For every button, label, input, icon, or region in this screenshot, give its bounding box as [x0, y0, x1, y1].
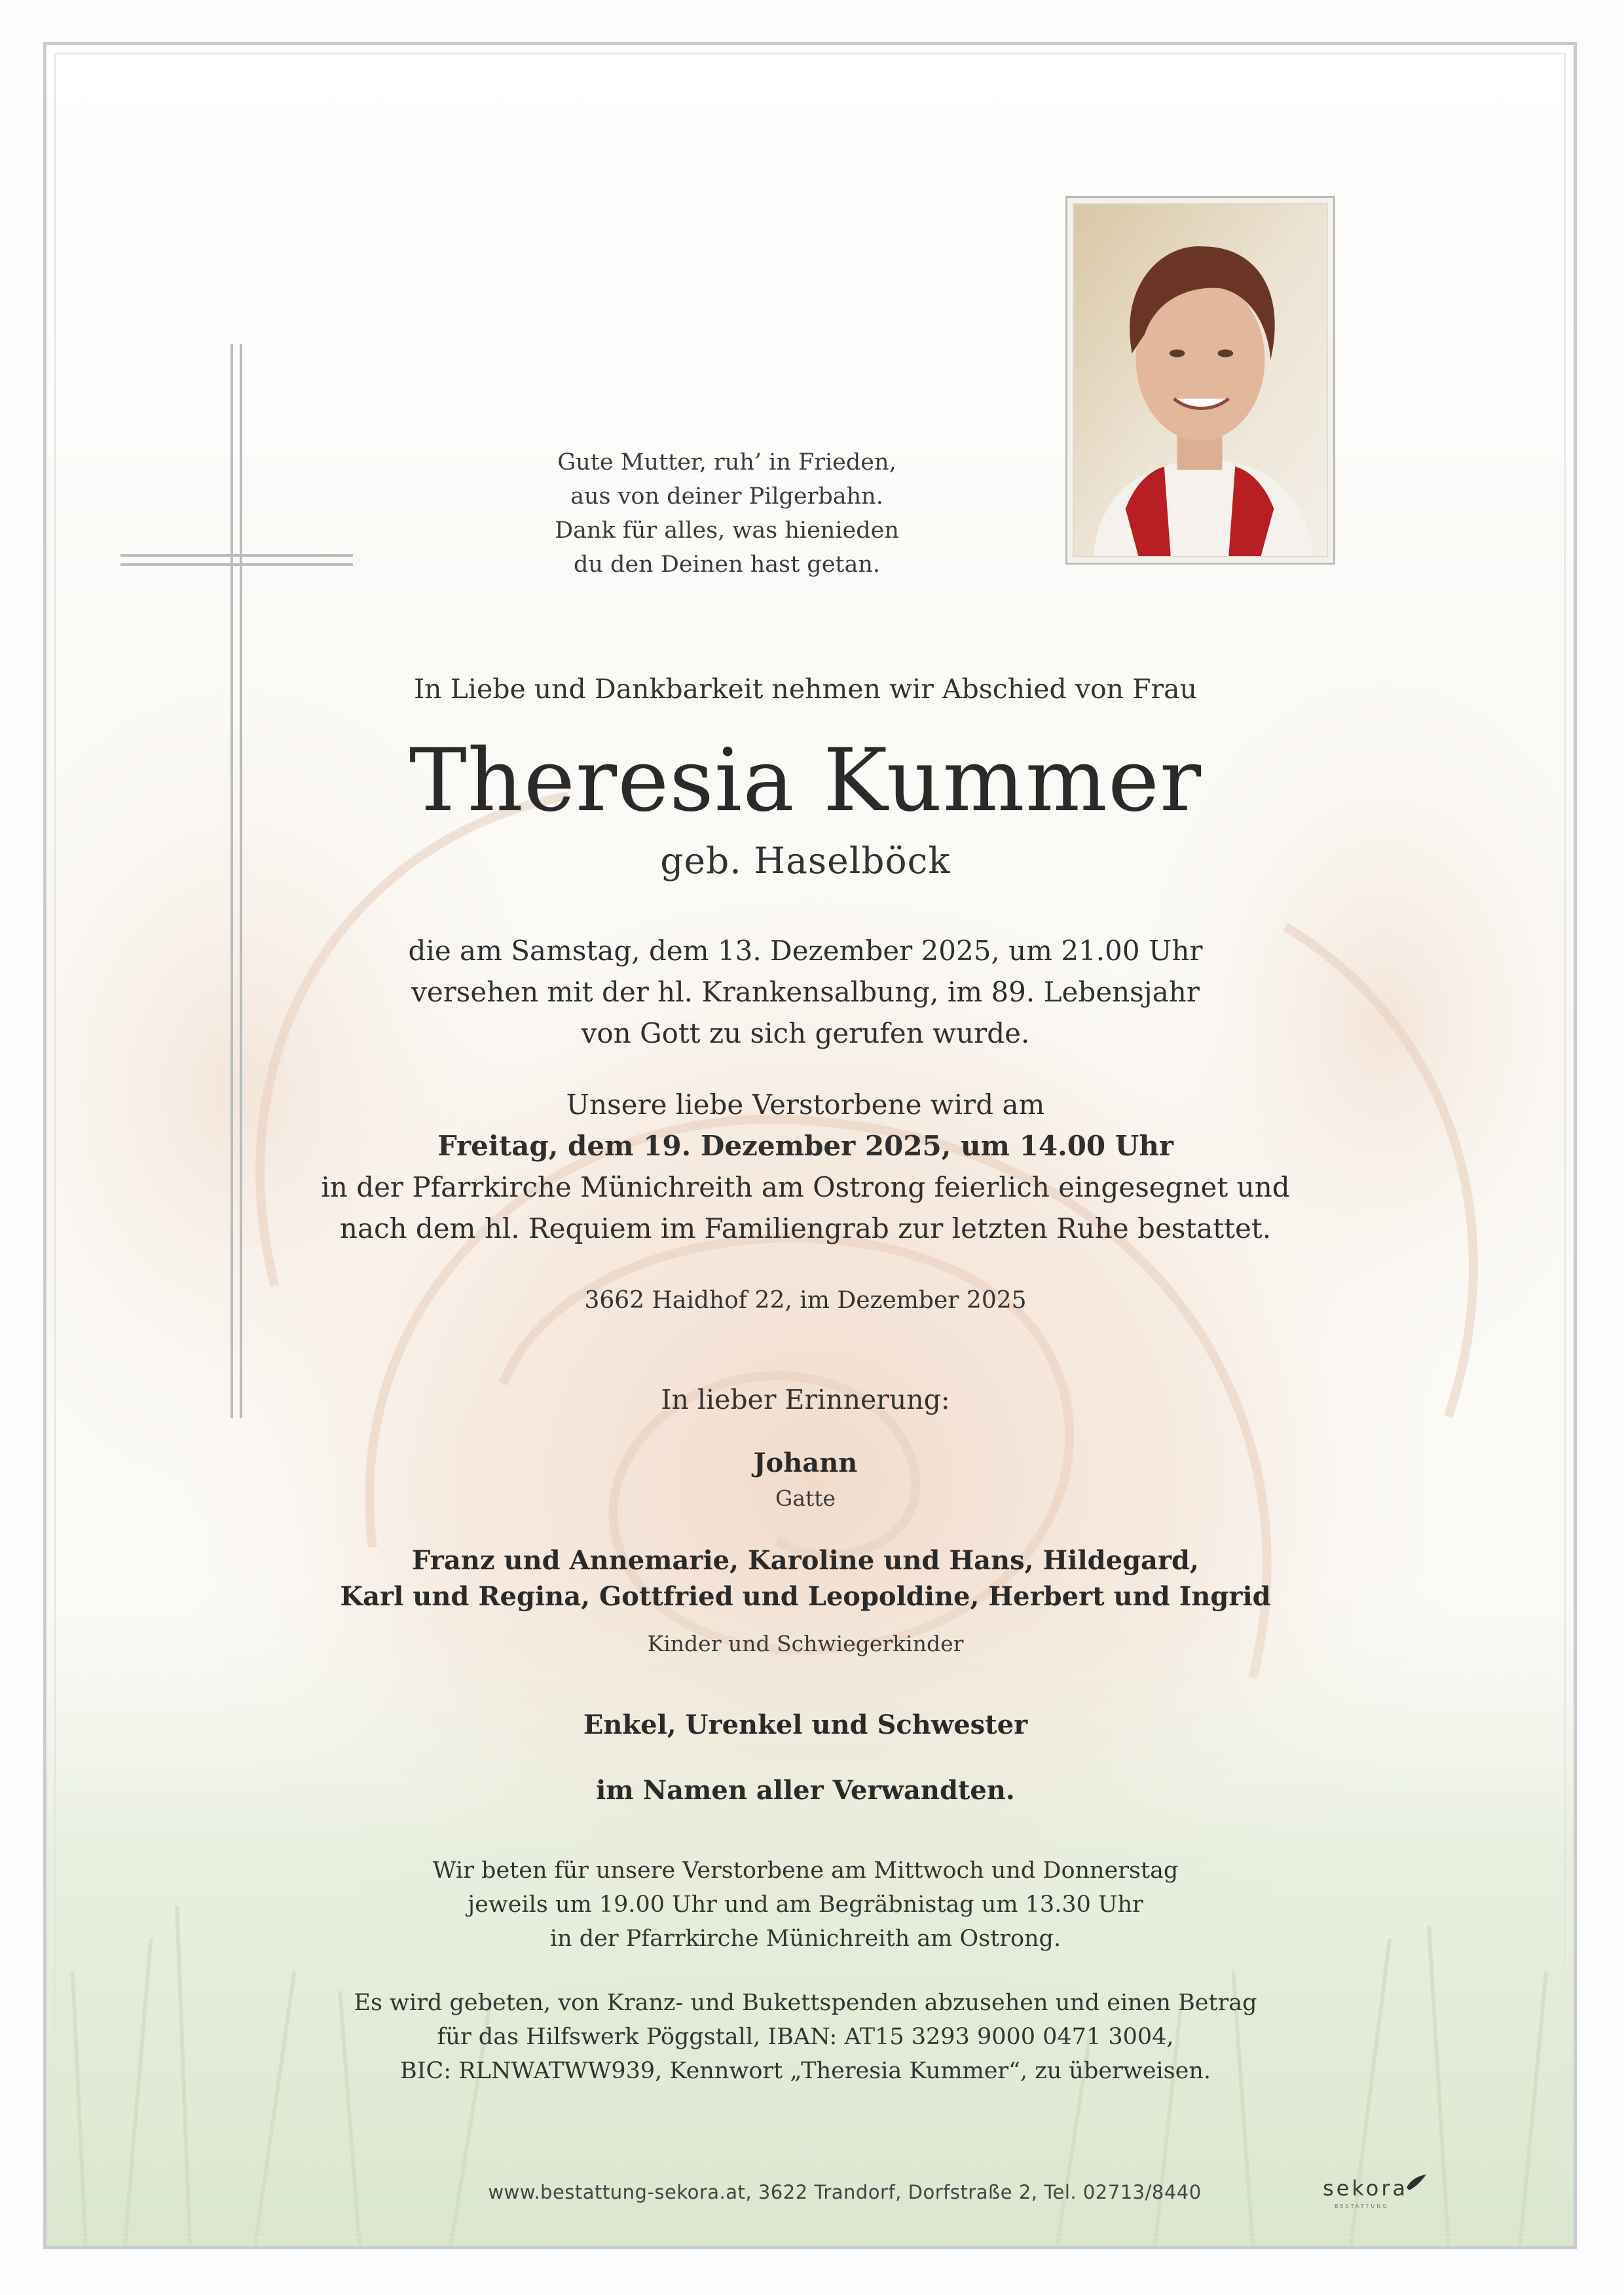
- prayer-line: Wir beten für unsere Verstorbene am Mittwoch und Donnerstag: [432, 1857, 1179, 1884]
- children-names: [262, 1542, 1349, 1614]
- poem-line: aus von deiner Pilgerbahn.: [570, 483, 883, 510]
- portrait-image: [1074, 204, 1327, 556]
- death-notice-line: versehen mit der hl. Krankensalbung, im 89. Lebensjahr: [411, 976, 1200, 1008]
- cross-icon: [231, 344, 233, 1418]
- donation-line: für das Hilfswerk Pöggstall, IBAN: AT15 3293 9000 0471 3004,: [437, 2024, 1174, 2050]
- relatives: im Namen aller Verwandten.: [596, 1775, 1015, 1806]
- death-notice: [262, 930, 1349, 1054]
- cross-icon-line: [240, 344, 242, 1418]
- funeral-line: in der Pfarrkirche Münichreith am Ostrong feierlich eingesegnet und: [321, 1171, 1290, 1203]
- children-role: Kinder und Schwiegerkinder: [647, 1631, 964, 1656]
- memory-heading: In lieber Erinnerung:: [661, 1384, 950, 1415]
- portrait-photo: [1065, 196, 1335, 565]
- death-notice-line: die am Samstag, dem 13. Dezember 2025, um 21.00 Uhr: [408, 935, 1203, 967]
- spouse-role: Gatte: [775, 1485, 836, 1511]
- funeral-date: Freitag, dem 19. Dezember 2025, um 14.00 Uhr: [437, 1130, 1174, 1162]
- spouse-name: Johann: [753, 1447, 858, 1478]
- logo-wordmark: sekora: [1323, 2176, 1409, 2201]
- maiden-name: geb. Haselböck: [660, 840, 951, 882]
- leaf-bird-icon: [1405, 2173, 1428, 2193]
- poem-line: Gute Mutter, ruh’ in Frieden,: [557, 449, 896, 476]
- funeral-line: nach dem hl. Requiem im Familiengrab zur letzten Ruhe bestattet.: [339, 1212, 1272, 1244]
- donation-line: Es wird gebeten, von Kranz- und Bukettspenden abzusehen und einen Betrag: [354, 1990, 1257, 2016]
- donation-line: BIC: RLNWATWW939, Kennwort „Theresia Kummer“, zu überweisen.: [399, 2058, 1211, 2084]
- cross-icon-bar-2: [120, 563, 353, 566]
- logo-subtitle: BESTATTUNG: [1335, 2203, 1389, 2209]
- funeral-details: [262, 1084, 1349, 1249]
- deceased-name: Theresia Kummer: [409, 730, 1202, 831]
- poem-line: du den Deinen hast getan.: [573, 551, 881, 578]
- prayer-line: in der Pfarrkirche Münichreith am Ostrong.: [549, 1926, 1061, 1952]
- prayer-info: [262, 1854, 1349, 1956]
- funeral-line: Unsere liebe Verstorbene wird am: [566, 1089, 1045, 1121]
- children-line: Franz und Annemarie, Karoline und Hans, Hildegard,: [412, 1545, 1199, 1576]
- sekora-logo: [1323, 2173, 1428, 2212]
- prayer-line: jeweils um 19.00 Uhr und am Begräbnistag um 13.30 Uhr: [468, 1892, 1143, 1918]
- intro-text: In Liebe und Dankbarkeit nehmen wir Abschied von Frau: [413, 673, 1198, 705]
- cross-icon-bar: [120, 554, 353, 557]
- footer-contact: www.bestattung-sekora.at, 3622 Trandorf, Dorfstraße 2, Tel. 02713/8440: [488, 2181, 1202, 2203]
- memorial-poem: [445, 445, 1008, 582]
- poem-line: Dank für alles, was hienieden: [555, 517, 899, 544]
- donation-info: [262, 1986, 1349, 2088]
- children-line: Karl und Regina, Gottfried und Leopoldine, Herbert und Ingrid: [340, 1581, 1271, 1612]
- grandchildren: Enkel, Urenkel und Schwester: [583, 1709, 1028, 1740]
- place-date: 3662 Haidhof 22, im Dezember 2025: [584, 1287, 1027, 1314]
- death-notice-line: von Gott zu sich gerufen wurde.: [581, 1017, 1030, 1049]
